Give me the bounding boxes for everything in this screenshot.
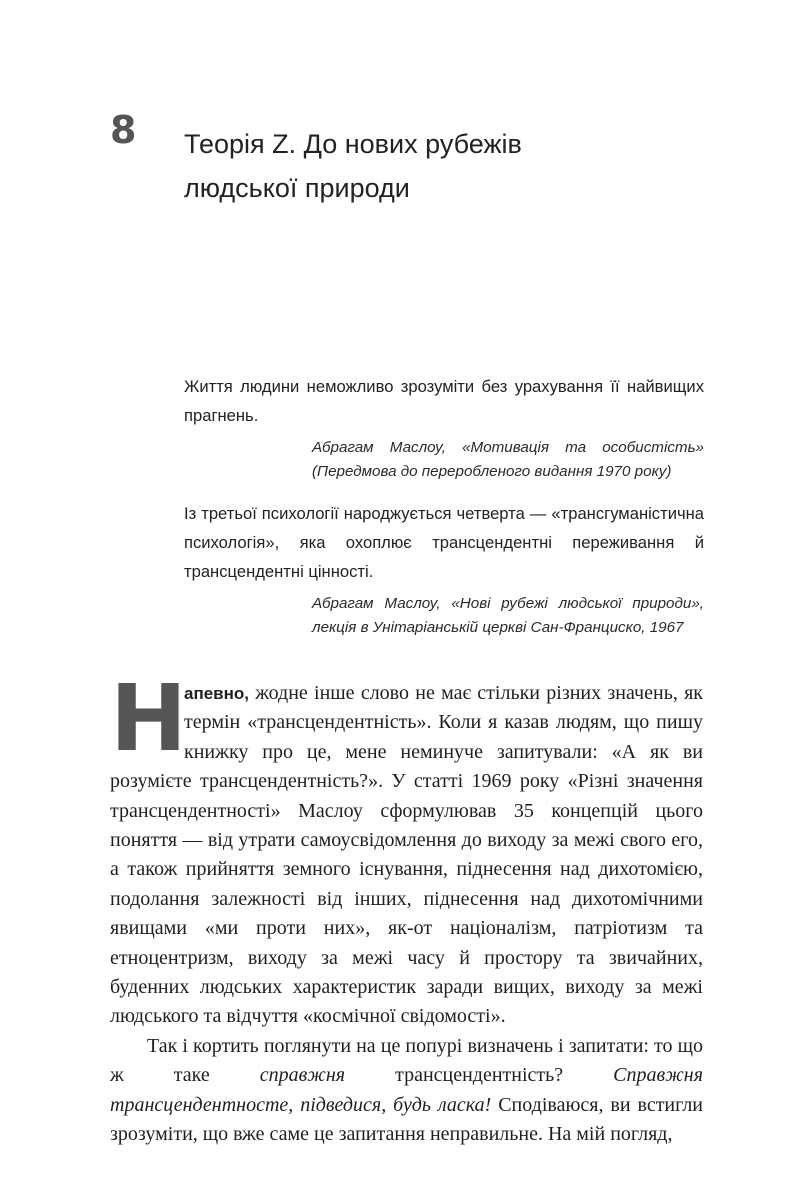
paragraph-1-text: жодне інше слово не має стільки різних значень, як термін «трансцендентність». Коли я казав людям, що пишу книжку про це, мене неминуче запитували: «А як ви розумієте трансцендентність?». У статті 1969 року «Різні значення трансцендентності» Маслоу сформулював 35 концепцій цього поняття — від утрати самоусвідомлення до виходу за межі свого его, а також прийняття земного існування, піднесення над дихотомією, подолання залежності від інших, піднесення над дихотомічними явищами «ми проти них», як-от націоналізм, патріотизм та етноцентризм, виходу за межі часу й простору та звичайних, буденних людських характеристик заради вищих, виходу за межі людського та відчуття «космічної свідомості».	[110, 682, 703, 1028]
drop-cap: Н	[110, 665, 187, 772]
epigraph-2-text: Із третьої психології народжується четверта — «трансгуманістична психологія», яка охоплює трансцендентні переживання й трансцендентні цінності.	[184, 504, 704, 581]
lead-word: апевно,	[184, 684, 250, 703]
paragraph-2	[110, 1032, 703, 1150]
paragraph-2-text-a: Так і кортить поглянути на це попурі визначень і запитати: то що ж таке	[110, 1034, 703, 1087]
chapter-title-line-2: людської природи	[184, 173, 410, 203]
paragraph-2-text-b: трансцендентність?	[345, 1064, 614, 1087]
epigraph-1	[184, 372, 704, 484]
paragraph-2-italic-2: Справжня трансцендентносте, підведися, будь ласка!	[110, 1064, 703, 1116]
paragraph-1	[110, 665, 703, 1032]
chapter-title	[184, 122, 704, 210]
epigraph-1-text: Життя людини неможливо зрозуміти без урахування її найвищих прагнень.	[184, 377, 704, 425]
epigraph-1-source: Абрагам Маслоу, «Мотивація та особистість» (Передмова до переробленого видання 1970 року)	[312, 439, 704, 480]
chapter-title-line-1: Теорія Z. До нових рубежів	[184, 129, 522, 159]
epigraph-2-source: Абрагам Маслоу, «Нові рубежі людської природи», лекція в Унітаріанській церкві Сан-Франциско, 1967	[312, 595, 704, 636]
paragraph-2-italic-1: справжня	[259, 1064, 346, 1087]
paragraph-2-text-c: Сподіваюся, ви встигли зрозуміти, що вже саме це запитання неправильне. На мій погляд,	[110, 1093, 704, 1146]
epigraph-2	[184, 499, 704, 640]
chapter-number: 8	[110, 108, 137, 152]
body-text	[110, 665, 704, 1150]
